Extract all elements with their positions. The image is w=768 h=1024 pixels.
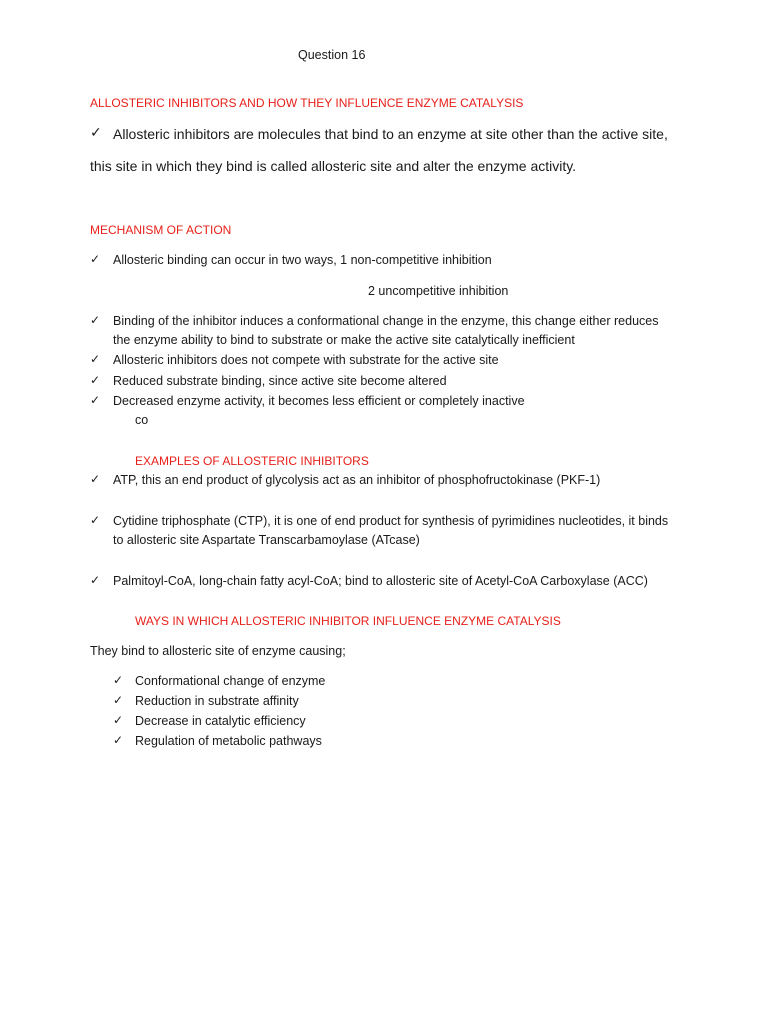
section-heading-examples: EXAMPLES OF ALLOSTERIC INHIBITORS (135, 454, 369, 468)
checkmark-icon: ✓ (90, 352, 101, 366)
section-heading-ways: WAYS IN WHICH ALLOSTERIC INHIBITOR INFLUENCE ENZYME CATALYSIS (135, 614, 561, 628)
checkmark-icon: ✓ (90, 393, 101, 407)
checkmark-icon: ✓ (90, 472, 101, 486)
intro-line-2: this site in which they bind is called allosteric site and alter the enzyme activity. (90, 158, 577, 174)
checkmark-icon: ✓ (113, 693, 124, 707)
ways-intro: They bind to allosteric site of enzyme causing; (90, 644, 346, 658)
section-heading-allosteric: ALLOSTERIC INHIBITORS AND HOW THEY INFLUENCE ENZYME CATALYSIS (90, 96, 524, 110)
checkmark-icon: ✓ (90, 573, 101, 587)
example-item-2-line-1: Cytidine triphosphate (CTP), it is one of end product for synthesis of pyrimidines nucleotides, it binds (113, 514, 669, 528)
intro-line-1: Allosteric inhibitors are molecules that bind to an enzyme at site other than the active site, (113, 126, 668, 142)
mechanism-item-5: Decreased enzyme activity, it becomes less efficient or completely inactive (113, 394, 525, 408)
mechanism-item-2-line-2: the enzyme ability to bind to substrate or make the active site catalytically inefficient (113, 333, 575, 347)
example-item-3: Palmitoyl-CoA, long-chain fatty acyl-CoA; bind to allosteric site of Acetyl-CoA Carboxylase (ACC) (113, 574, 648, 588)
checkmark-icon: ✓ (113, 713, 124, 727)
mechanism-item-1: Allosteric binding can occur in two ways, 1 non-competitive inhibition (113, 253, 492, 267)
stray-text: co (135, 413, 149, 427)
page-title: Question 16 (298, 48, 366, 62)
mechanism-item-2-line-1: Binding of the inhibitor induces a conformational change in the enzyme, this change either reduces (113, 314, 659, 328)
mechanism-item-4: Reduced substrate binding, since active site become altered (113, 374, 447, 388)
example-item-2-line-2: to allosteric site Aspartate Transcarbamoylase (ATcase) (113, 533, 420, 547)
ways-item: Regulation of metabolic pathways (135, 734, 322, 748)
section-heading-mechanism: MECHANISM OF ACTION (90, 223, 232, 237)
mechanism-item-1-continued: 2 uncompetitive inhibition (368, 284, 509, 298)
checkmark-icon: ✓ (90, 373, 101, 387)
checkmark-icon: ✓ (90, 125, 102, 141)
mechanism-item-3: Allosteric inhibitors does not compete with substrate for the active site (113, 353, 499, 367)
checkmark-icon: ✓ (90, 513, 101, 527)
checkmark-icon: ✓ (90, 252, 101, 266)
checkmark-icon: ✓ (90, 313, 101, 327)
example-item-1: ATP, this an end product of glycolysis act as an inhibitor of phosphofructokinase (PKF-1) (113, 473, 601, 487)
checkmark-icon: ✓ (113, 673, 124, 687)
ways-item: Reduction in substrate affinity (135, 694, 299, 708)
checkmark-icon: ✓ (113, 733, 124, 747)
ways-item: Decrease in catalytic efficiency (135, 714, 306, 728)
ways-item: Conformational change of enzyme (135, 674, 326, 688)
